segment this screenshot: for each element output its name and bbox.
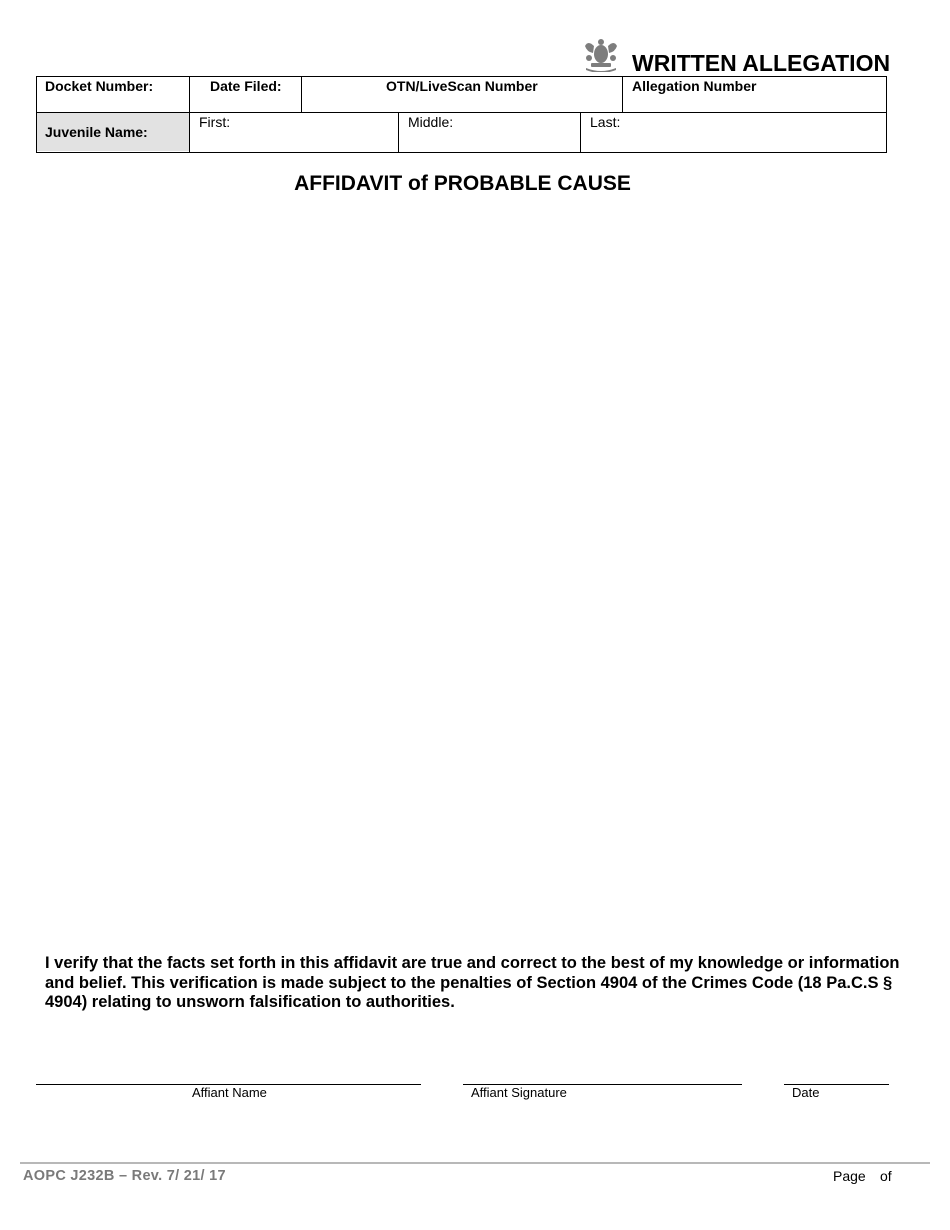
table-column-divider: [301, 76, 302, 113]
table-row-divider: [36, 112, 887, 113]
affiant-signature-label: Affiant Signature: [471, 1085, 567, 1100]
otn-livescan-label: OTN/LiveScan Number: [386, 78, 538, 94]
page-label: Page: [833, 1168, 866, 1184]
allegation-number-label: Allegation Number: [632, 78, 757, 94]
table-column-divider: [189, 76, 190, 153]
verification-statement: I verify that the facts set forth in this affidavit are true and correct to the best of my knowledge or information and belief. This verification is made subject to the penalties of Section 4904 of the Crimes Code (18 Pa.C.S § 4904) relating to unsworn falsification to authorities.: [45, 954, 900, 1011]
table-column-divider: [398, 112, 399, 153]
form-id: AOPC J232B – Rev. 7/ 21/ 17: [23, 1168, 226, 1184]
middle-name-label: Middle:: [408, 114, 454, 130]
affiant-name-label: Affiant Name: [192, 1085, 267, 1100]
first-name-label: First:: [199, 114, 231, 130]
docket-number-label: Docket Number:: [45, 78, 154, 94]
date-label: Date: [792, 1085, 820, 1100]
affidavit-heading: AFFIDAVIT of PROBABLE CAUSE: [294, 172, 631, 195]
of-label: of: [880, 1168, 892, 1184]
footer-rule: [20, 1162, 930, 1164]
juvenile-name-label: Juvenile Name:: [45, 124, 148, 140]
last-name-label: Last:: [590, 114, 621, 130]
form-title: WRITTEN ALLEGATION: [632, 50, 891, 76]
date-filed-label: Date Filed:: [210, 78, 282, 94]
table-column-divider: [622, 76, 623, 113]
pennsylvania-seal-icon: [582, 38, 620, 72]
table-column-divider: [580, 112, 581, 153]
